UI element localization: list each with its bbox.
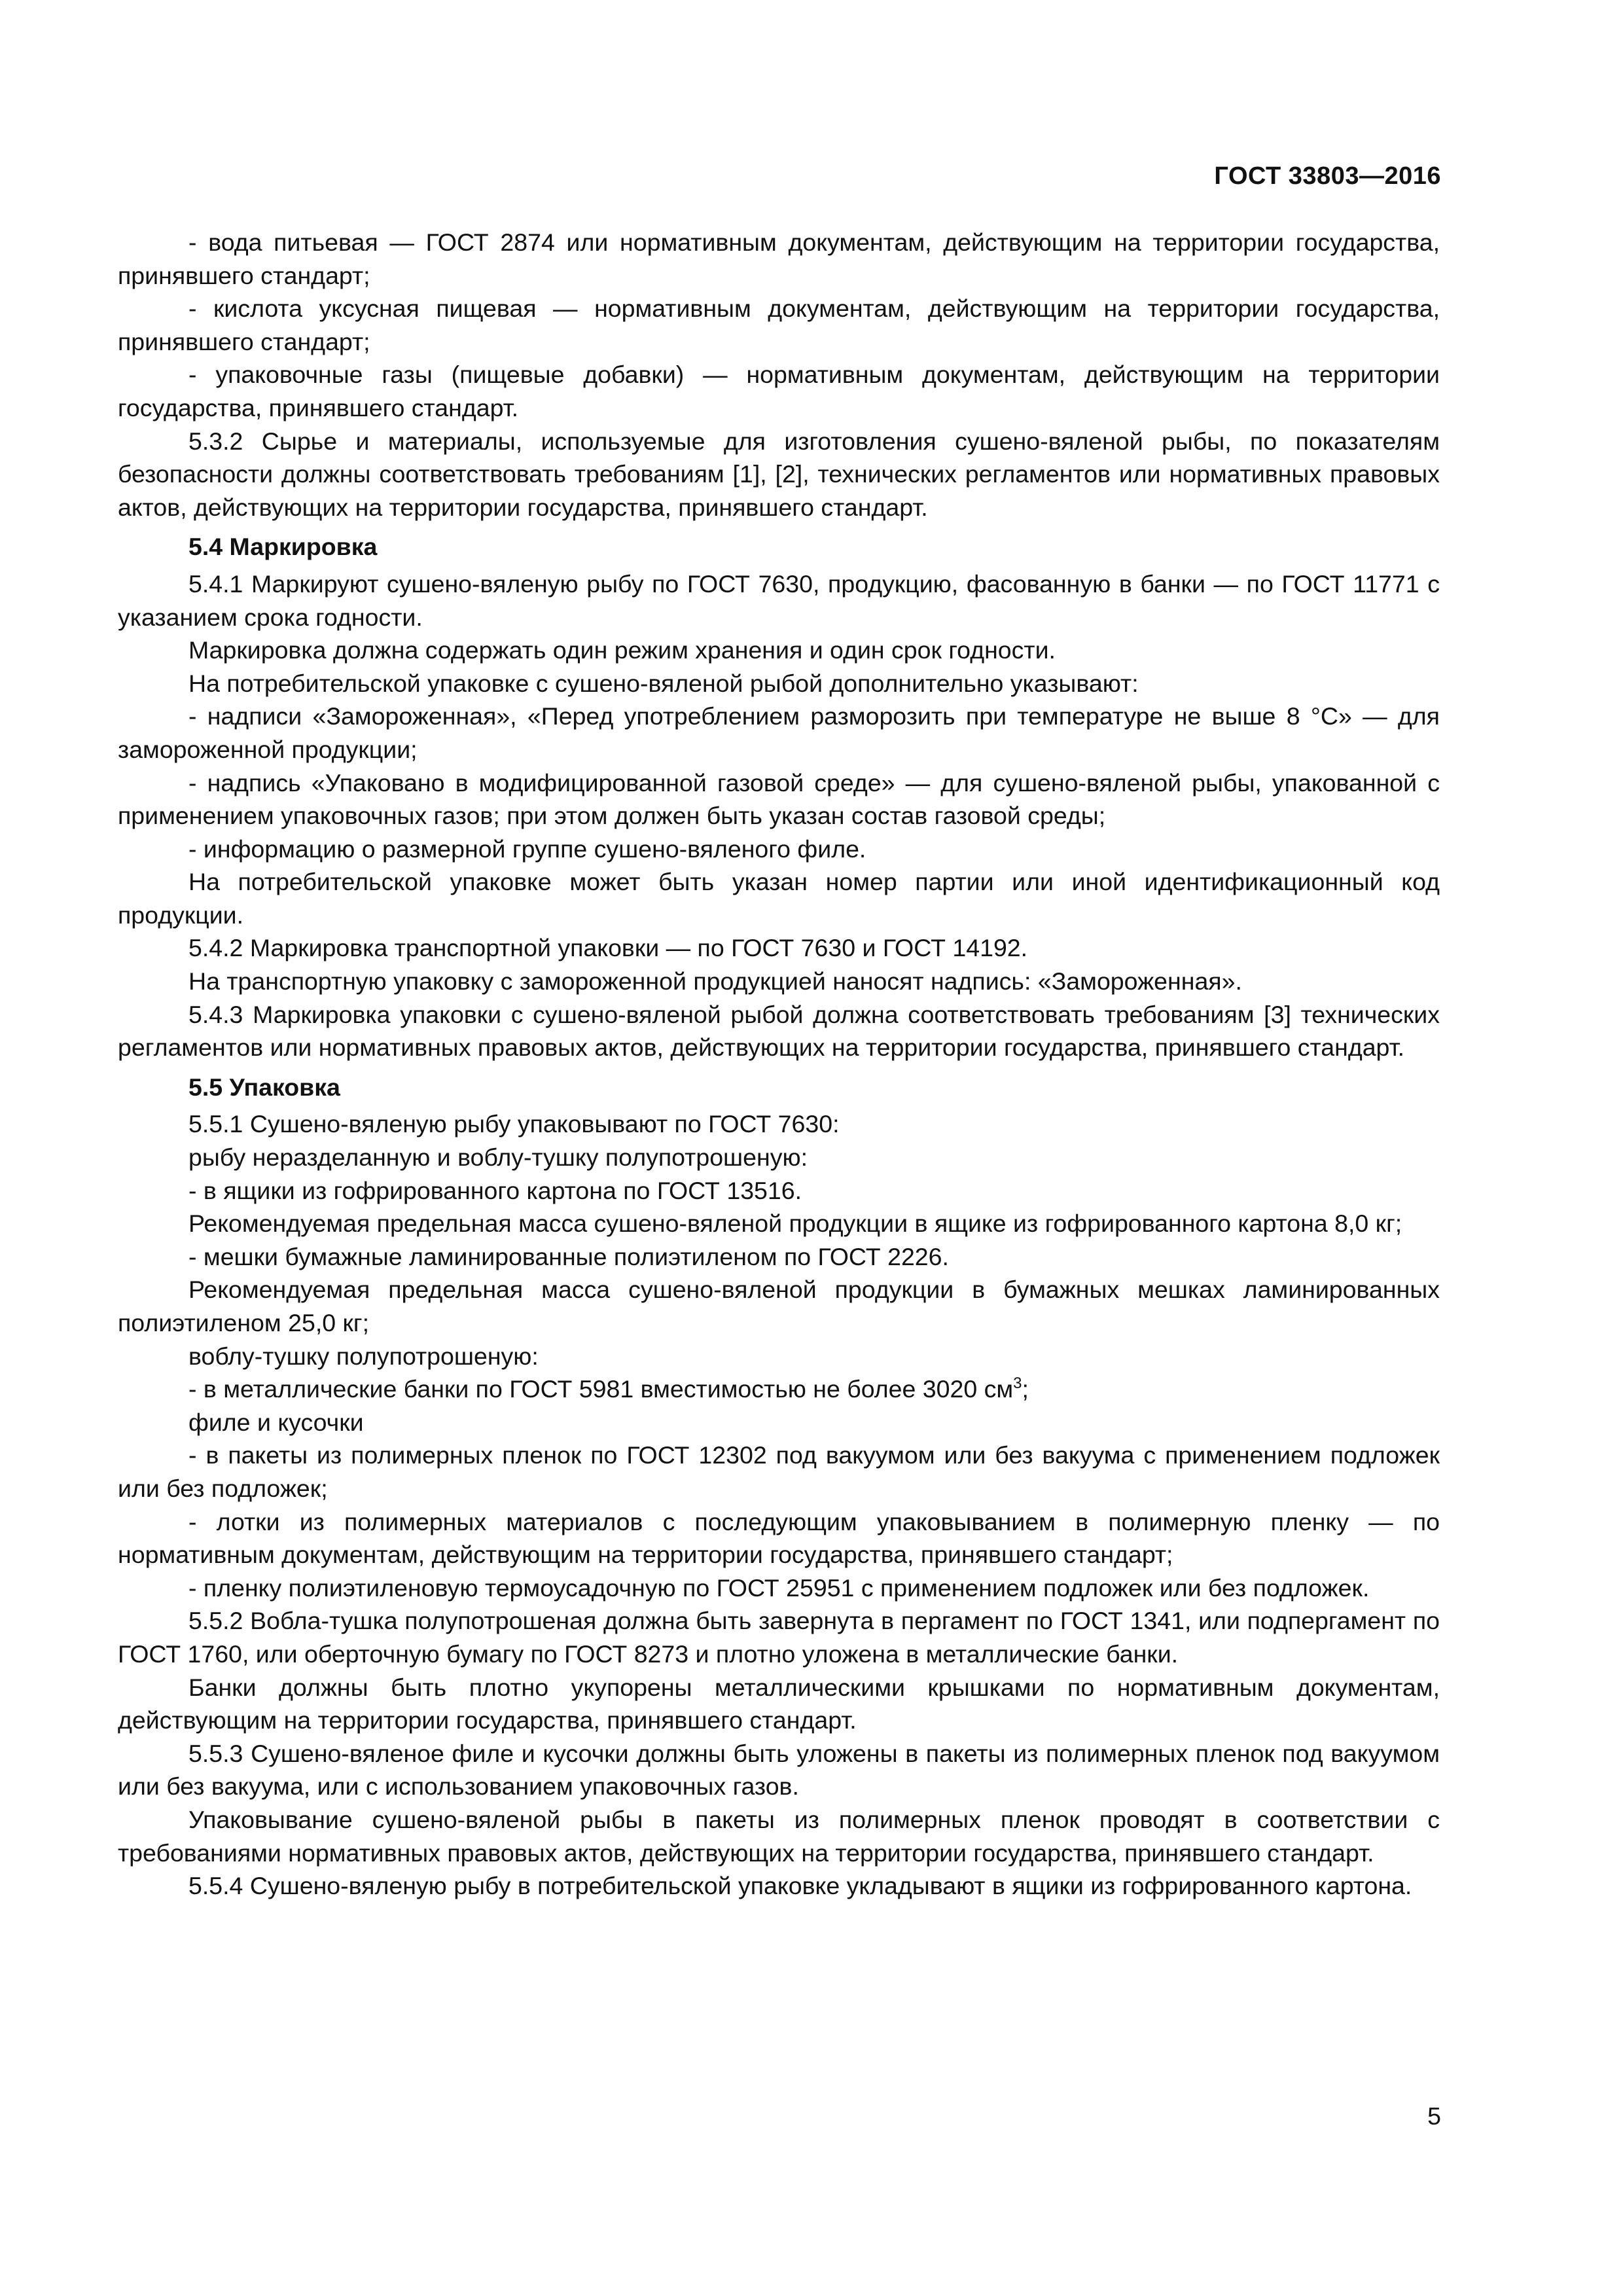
paragraph: - в пакеты из полимерных пленок по ГОСТ 12302 под вакуумом или без вакуума с применением подложек или без подложек; (118, 1441, 1440, 1502)
clause-5-3-2: 5.3.2 Сырье и материалы, используемые для изготовления сушено-вяленой рыбы, по показателям безопасности должны соответствовать требованиям [1], [2], технических регламентов или нормативных правовых актов, действующих на территории государства, принявшего стандарт. (118, 427, 1440, 521)
paragraph: Упаковывание сушено-вяленой рыбы в пакеты из полимерных пленок проводят в соответствии с требованиями нормативных правовых актов, действующих на территории государства, принявшего стандарт. (118, 1805, 1440, 1867)
paragraph: На потребительской упаковке может быть указан номер партии или иной идентификационный код продукции. (118, 868, 1440, 929)
page-number: 5 (1427, 2102, 1441, 2130)
paragraph: Рекомендуемая предельная масса сушено-вяленой продукции в бумажных мешках ламинированных полиэтиленом 25,0 кг; (118, 1276, 1440, 1336)
paragraph: - вода питьевая — ГОСТ 2874 или нормативным документам, действующим на территории государства, принявшего стандарт; (118, 228, 1440, 289)
paragraph: - в ящики из гофрированного картона по ГОСТ 13516. (188, 1176, 802, 1204)
paragraph: Маркировка должна содержать один режим хранения и один срок годности. (188, 636, 1056, 664)
section-heading-marking: 5.4 Маркировка (188, 533, 378, 561)
paragraph-end: ; (1022, 1375, 1029, 1403)
paragraph: воблу-тушку полупотрошеную: (188, 1342, 539, 1370)
paragraph: - надписи «Замороженная», «Перед употреблением разморозить при температуре не выше 8 °С» — для замороженной продукции; (118, 702, 1440, 763)
clause-5-5-1: 5.5.1 Сушено-вяленую рыбу упаковывают по ГОСТ 7630: (188, 1110, 840, 1138)
paragraph: На транспортную упаковку с замороженной продукцией наносят надпись: «Замороженная». (188, 967, 1242, 996)
document-body (118, 226, 1440, 1903)
paragraph: - пленку полиэтиленовую термоусадочную по ГОСТ 25951 с применением подложек или без подложек. (188, 1573, 1370, 1602)
paragraph: - мешки бумажные ламинированные полиэтиленом по ГОСТ 2226. (188, 1242, 949, 1270)
clause-5-4-2: 5.4.2 Маркировка транспортной упаковки — по ГОСТ 7630 и ГОСТ 14192. (188, 934, 1028, 962)
document-code-header: ГОСТ 33803—2016 (1214, 162, 1441, 190)
paragraph-text: - в металлические банки по ГОСТ 5981 вместимостью не более 3020 см (188, 1375, 1014, 1403)
paragraph: рыбу неразделанную и воблу-тушку полупотрошеную: (188, 1143, 808, 1172)
paragraph: - кислота уксусная пищевая — нормативным документам, действующим на территории государства, принявшего стандарт; (118, 295, 1440, 355)
paragraph: На потребительской упаковке с сушено-вяленой рыбой дополнительно указывают: (188, 669, 1139, 697)
clause-5-4-3: 5.4.3 Маркировка упаковки с сушено-вяленой рыбой должна соответствовать требованиям [3] технических регламентов или нормативных правовых актов, действующих на территории государства, принявшего стандарт. (118, 1000, 1440, 1062)
paragraph-volume (118, 1372, 1440, 1406)
paragraph: филе и кусочки (188, 1408, 364, 1436)
paragraph: - лотки из полимерных материалов с последующим упаковыванием в полимерную пленку — по нормативным документам, действующим на территории государства, принявшего стандарт; (118, 1507, 1440, 1569)
superscript: 3 (1013, 1374, 1022, 1393)
clause-5-4-1: 5.4.1 Маркируют сушено-вяленую рыбу по ГОСТ 7630, продукцию, фасованную в банки — по ГОСТ 11771 с указанием срока годности. (118, 569, 1440, 631)
clause-5-5-3: 5.5.3 Сушено-вяленое филе и кусочки должны быть уложены в пакеты из полимерных пленок под вакуумом или без вакуума, или с использованием упаковочных газов. (118, 1739, 1440, 1801)
paragraph: - упаковочные газы (пищевые добавки) — нормативным документам, действующим на территории государства, принявшего стандарт. (118, 361, 1440, 422)
clause-5-5-2: 5.5.2 Вобла-тушка полупотрошеная должна быть завернута в пергамент по ГОСТ 1341, или подпергамент по ГОСТ 1760, или оберточную бумагу по ГОСТ 8273 и плотно уложена в металлические банки. (118, 1607, 1440, 1668)
paragraph: - надпись «Упаковано в модифицированной газовой среде» — для сушено-вяленой рыбы, упакованной с применением упаковочных газов; при этом должен быть указан состав газовой среды; (118, 768, 1440, 830)
paragraph: - информацию о размерной группе сушено-вяленого филе. (188, 834, 866, 863)
section-heading-packaging: 5.5 Упаковка (188, 1073, 340, 1101)
paragraph: Рекомендуемая предельная масса сушено-вяленой продукции в ящике из гофрированного картона 8,0 кг; (188, 1210, 1402, 1238)
paragraph: Банки должны быть плотно укупорены металлическими крышками по нормативным документам, действующим на территории государства, принявшего стандарт. (118, 1673, 1440, 1734)
clause-5-5-4: 5.5.4 Сушено-вяленую рыбу в потребительской упаковке укладывают в ящики из гофрированного картона. (188, 1872, 1412, 1900)
